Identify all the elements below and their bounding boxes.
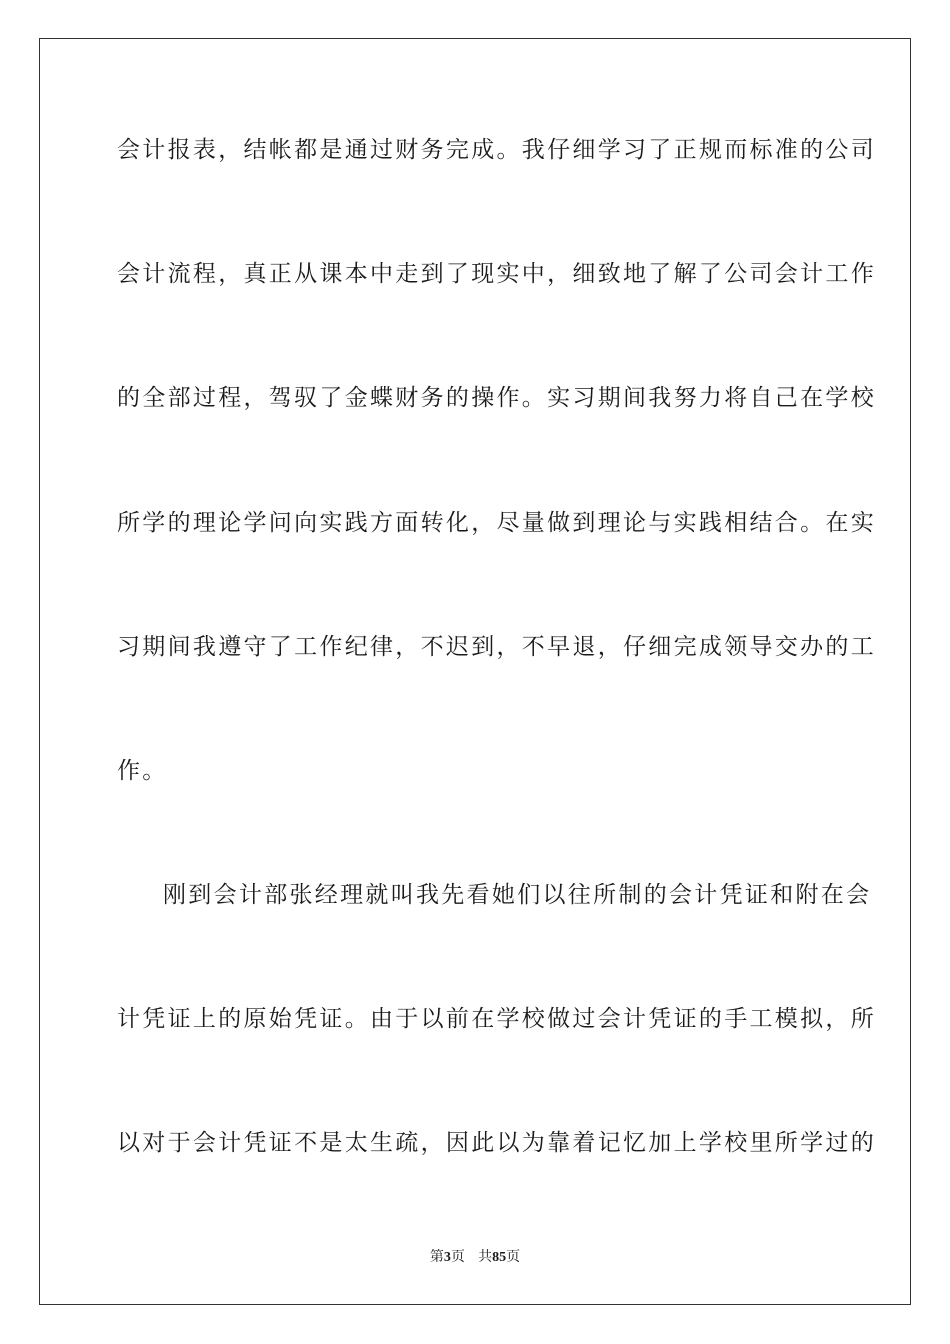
body-text-line: 计凭证上的原始凭证。由于以前在学校做过会计凭证的手工模拟，所 [117,1006,876,1032]
page-number: 3 [443,1250,451,1265]
page-footer [0,1247,950,1268]
body-text-line: 会计流程，真正从课本中走到了现实中，细致地了解了公司会计工作 [117,261,876,287]
body-text-line: 以对于会计凭证不是太生疏，因此以为靠着记忆加上学校里所学过的 [117,1130,876,1156]
total-pages-suffix: 页 [506,1249,521,1265]
body-text-line: 会计报表，结帐都是通过财务完成。我仔细学习了正规而标准的公司 [117,137,876,163]
total-pages: 85 [492,1250,507,1265]
paragraph-start-line: 刚到会计部张经理就叫我先看她们以往所制的会计凭证和附在会 [163,882,872,908]
body-text-line: 作。 [117,758,168,784]
total-pages-prefix: 共 [478,1249,493,1265]
body-text-line: 所学的理论学问向实践方面转化，尽量做到理论与实践相结合。在实 [117,510,876,536]
page-number-suffix: 页 [450,1249,465,1265]
body-text-line: 习期间我遵守了工作纪律，不迟到，不早退，仔细完成领导交办的工 [117,634,876,660]
page-border [39,38,911,1305]
page-number-prefix: 第 [429,1249,444,1265]
body-text-line: 的全部过程，驾驭了金蝶财务的操作。实习期间我努力将自己在学校 [117,385,876,411]
